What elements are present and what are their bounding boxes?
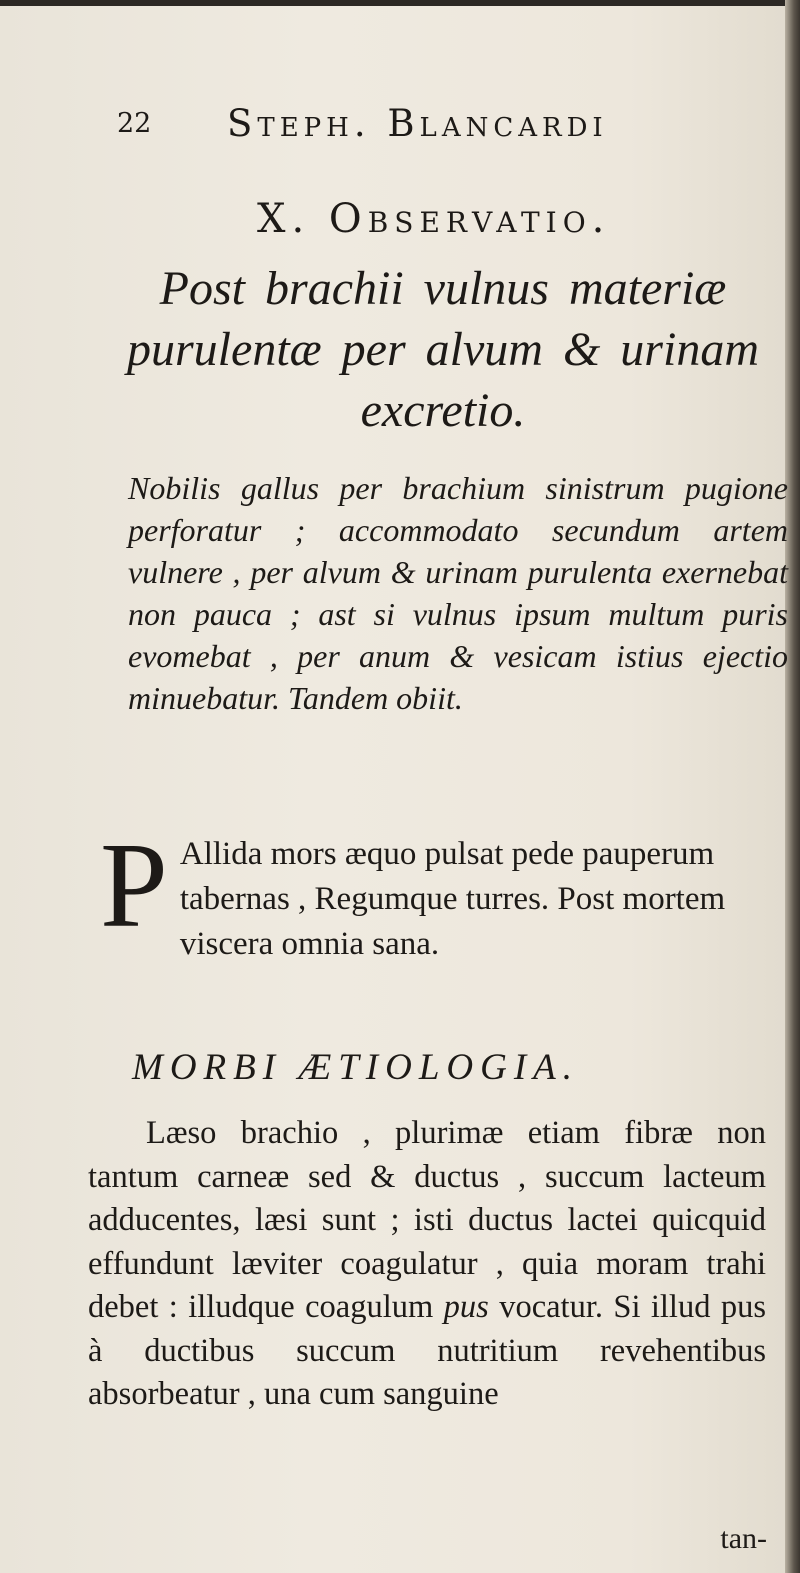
catchword: tan- xyxy=(720,1522,767,1555)
etiology-text-part-1: Læso brachio , plurimæ etiam fibræ non tantum carneæ sed & ductus , succum lacteum adducentes, læsi sunt ; isti ductus lactei quicquid effundunt læviter coagulatur , quia moram trahi debet : illudque coagulum xyxy=(88,1115,766,1325)
etiology-paragraph xyxy=(88,1112,766,1417)
page-number: 22 xyxy=(117,108,152,139)
running-title: Steph. Blancardi xyxy=(227,102,608,145)
case-paragraph: Nobilis gallus per brachium sinistrum pugione perforatur ; accommodato secundum artem vulnere , per alvum & urinam purulenta exernebat non pauca ; ast si vulnus ipsum multum puris evomebat , per anum & vesicam istius ejectio minuebatur. Tandem obiit. xyxy=(128,470,788,716)
drop-cap: P xyxy=(100,818,168,953)
book-spine xyxy=(785,0,800,1573)
page-header xyxy=(117,102,737,152)
observation-title: X. Observatio. xyxy=(257,196,611,242)
section-title: MORBI ÆTIOLOGIA. xyxy=(132,1047,580,1088)
quote-text: Allida mors æquo pulsat pede pauperum tabernas , Regumque turres. Post mortem viscera omnia sana. xyxy=(179,836,726,962)
etiology-text-part-2: vocatur. Si illud pus à ductibus succum nutritium revehentibus absorbeatur , una cum sanguine xyxy=(88,1289,766,1412)
etiology-italic-word: pus xyxy=(443,1289,489,1325)
observation-heading: Post brachii vulnus materiæ purulentæ per alvum & urinam excretio. xyxy=(127,262,759,437)
quote-paragraph xyxy=(100,818,772,967)
page-top-edge xyxy=(0,0,800,6)
